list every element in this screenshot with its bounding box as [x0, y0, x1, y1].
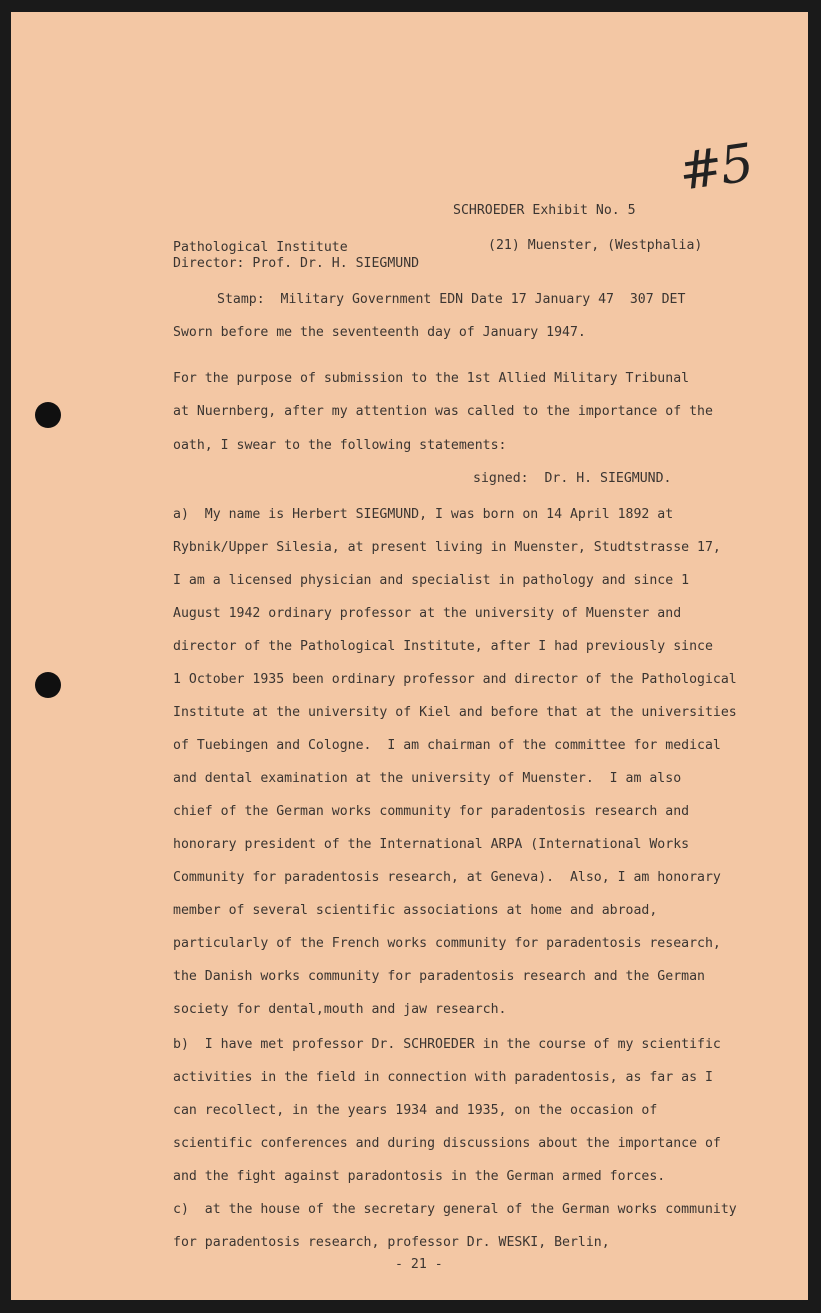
body-line: the Danish works community for paradentosis research and the German	[173, 969, 705, 984]
body-line: honorary president of the International ARPA (International Works	[173, 837, 690, 852]
body-line: member of several scientific associations at home and abroad,	[173, 903, 658, 918]
director-line: Director: Prof. Dr. H. SIEGMUND	[173, 256, 420, 271]
oath-line: at Nuernberg, after my attention was called to the importance of the	[173, 404, 713, 419]
exhibit-label: SCHROEDER Exhibit No. 5	[453, 203, 636, 218]
document-page	[11, 12, 808, 1300]
oath-line: For the purpose of submission to the 1st Allied Military Tribunal	[173, 371, 690, 386]
body-line: a) My name is Herbert SIEGMUND, I was born on 14 April 1892 at	[173, 507, 674, 522]
body-line: for paradentosis research, professor Dr. WESKI, Berlin,	[173, 1235, 610, 1250]
body-line: b) I have met professor Dr. SCHROEDER in the course of my scientific	[173, 1037, 721, 1052]
body-line: can recollect, in the years 1934 and 1935, on the occasion of	[173, 1103, 658, 1118]
body-line: chief of the German works community for paradentosis research and	[173, 804, 690, 819]
body-line: 1 October 1935 been ordinary professor and director of the Pathological	[173, 672, 737, 687]
body-line: and the fight against paradontosis in the German armed forces.	[173, 1169, 666, 1184]
handwritten-exhibit-number: #5	[675, 133, 756, 203]
body-line: c) at the house of the secretary general of the German works community	[173, 1202, 737, 1217]
sworn-line: Sworn before me the seventeenth day of January 1947.	[173, 325, 586, 340]
body-line: Community for paradentosis research, at Geneva). Also, I am honorary	[173, 870, 721, 885]
page-number: - 21 -	[395, 1257, 443, 1272]
body-line: society for dental,mouth and jaw research.	[173, 1002, 507, 1017]
punch-hole	[35, 402, 61, 428]
institute-location: (21) Muenster, (Westphalia)	[488, 238, 703, 253]
body-line: activities in the field in connection with paradentosis, as far as I	[173, 1070, 713, 1085]
body-line: particularly of the French works community for paradentosis research,	[173, 936, 721, 951]
institute-name: Pathological Institute	[173, 240, 348, 255]
body-line: and dental examination at the university of Muenster. I am also	[173, 771, 682, 786]
body-line: director of the Pathological Institute, after I had previously since	[173, 639, 713, 654]
body-line: of Tuebingen and Cologne. I am chairman of the committee for medical	[173, 738, 721, 753]
body-line: August 1942 ordinary professor at the university of Muenster and	[173, 606, 682, 621]
body-line: Institute at the university of Kiel and before that at the universities	[173, 705, 737, 720]
stamp-line: Stamp: Military Government EDN Date 17 January 47 307 DET	[217, 292, 686, 307]
oath-line: oath, I swear to the following statements:	[173, 438, 507, 453]
body-line: Rybnik/Upper Silesia, at present living in Muenster, Studtstrasse 17,	[173, 540, 721, 555]
body-line: I am a licensed physician and specialist in pathology and since 1	[173, 573, 690, 588]
signature-line: signed: Dr. H. SIEGMUND.	[473, 471, 672, 486]
body-line: scientific conferences and during discussions about the importance of	[173, 1136, 721, 1151]
punch-hole	[35, 672, 61, 698]
